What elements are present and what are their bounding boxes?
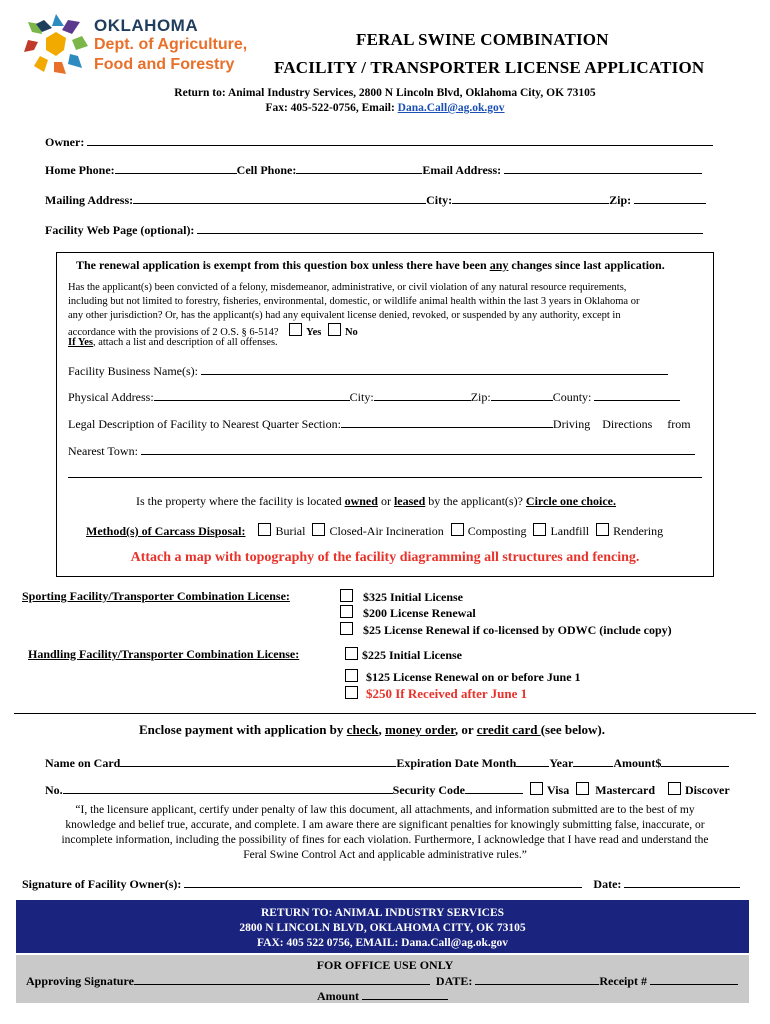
business-names-label: Facility Business Name(s): bbox=[68, 364, 198, 378]
map-notice: Attach a map with topography of the facility diagramming all structures and fencing. bbox=[130, 550, 640, 565]
heading-any: any bbox=[489, 258, 509, 272]
office-amount-field[interactable] bbox=[362, 988, 448, 1000]
title-line1: FERAL SWINE COMBINATION bbox=[356, 30, 609, 49]
handling-late-checkbox[interactable] bbox=[345, 686, 358, 699]
cell-phone-label: Cell Phone: bbox=[236, 163, 297, 177]
mailing-address-field[interactable] bbox=[133, 192, 426, 204]
security-code-field[interactable] bbox=[465, 782, 523, 794]
mastercard-label: Mastercard bbox=[595, 783, 655, 797]
exp-year-label: Year bbox=[549, 756, 574, 770]
payment-text: (see below). bbox=[540, 722, 605, 737]
if-yes-label: If Yes bbox=[68, 337, 93, 348]
certify-l2: knowledge and belief true, accurate, and complete. I am aware there are significant penalties for knowingly submitting false, inaccurate, or bbox=[65, 819, 705, 831]
nearest-town-label: Nearest Town: bbox=[68, 444, 138, 458]
legal-desc-field[interactable] bbox=[341, 416, 553, 428]
handling-opt3: $250 If Received after June 1 bbox=[366, 686, 528, 701]
sporting-opt2: $200 License Renewal bbox=[363, 606, 476, 620]
city-label: City: bbox=[426, 193, 453, 207]
security-code-label: Security Code bbox=[392, 783, 465, 797]
handling-opt1: $225 Initial License bbox=[362, 648, 463, 662]
sporting-opt1: $325 Initial License bbox=[363, 590, 464, 604]
disposal-option: Closed-Air Incineration bbox=[329, 524, 444, 538]
name-on-card-label: Name on Card bbox=[45, 756, 121, 770]
driving-word: Driving bbox=[552, 417, 591, 431]
logo-line1: Dept. of Agriculture, bbox=[94, 36, 248, 53]
approving-signature-label: Approving Signature bbox=[26, 974, 134, 988]
question-p2: including but not limited to forestry, fisheries, environmental, domestic, or wildlife animal health within the last 3 years in Oklahoma or bbox=[68, 296, 640, 307]
heading-part: changes since last application. bbox=[508, 258, 665, 272]
payment-text: , or bbox=[454, 722, 477, 737]
legal-desc-row bbox=[68, 416, 691, 432]
amount-field[interactable] bbox=[661, 755, 729, 767]
payment-text: Enclose payment with application by bbox=[139, 722, 347, 737]
owner-row bbox=[45, 134, 713, 150]
amount-label: Amount$ bbox=[613, 756, 662, 770]
question-p4: accordance with the provisions of 2 O.S. § 6-514? bbox=[68, 327, 279, 338]
payment-credit-card: credit card bbox=[476, 722, 541, 737]
approving-signature-field[interactable] bbox=[134, 973, 430, 985]
visa-checkbox[interactable] bbox=[530, 782, 543, 795]
handling-license-label: Handling Facility/Transporter Combination License: bbox=[28, 647, 300, 661]
handling-license-row bbox=[28, 647, 299, 662]
web-page-label: Facility Web Page (optional): bbox=[45, 223, 195, 237]
physical-city-label: City: bbox=[349, 390, 374, 404]
sporting-opt3: $25 License Renewal if co-licensed by ODWC (include copy) bbox=[363, 623, 672, 637]
question-p3: any other jurisdiction? Or, has the applicant(s) had any equivalent license denied, revoked, or suspended by any authority, except in bbox=[68, 310, 621, 321]
legal-desc-label: Legal Description of Facility to Nearest Quarter Section: bbox=[68, 417, 341, 431]
handling-renewal-checkbox[interactable] bbox=[345, 669, 358, 682]
signature-date-field[interactable] bbox=[624, 876, 740, 888]
handling-opt2-row bbox=[341, 669, 581, 685]
incineration-checkbox[interactable] bbox=[312, 523, 325, 536]
owned-question-text: by the applicant(s)? bbox=[425, 494, 526, 508]
exp-month-field[interactable] bbox=[516, 755, 549, 767]
leased-choice[interactable]: leased bbox=[393, 494, 426, 508]
nearest-town-field[interactable] bbox=[141, 443, 695, 455]
visa-label: Visa bbox=[547, 783, 570, 797]
owner-signature-field[interactable] bbox=[184, 876, 582, 888]
oklahoma-star-icon bbox=[22, 12, 90, 78]
card-number-row bbox=[45, 782, 730, 798]
phone-row bbox=[45, 162, 702, 178]
landfill-checkbox[interactable] bbox=[533, 523, 546, 536]
handling-opt2: $125 License Renewal on or before June 1 bbox=[366, 670, 581, 684]
return-to-line: Return to: Animal Industry Services, 2800 N Lincoln Blvd, Oklahoma City, OK 73105 bbox=[174, 87, 596, 99]
physical-address-row bbox=[68, 389, 680, 405]
owner-label: Owner: bbox=[45, 135, 85, 149]
business-names-field[interactable] bbox=[201, 363, 668, 375]
zip-field[interactable] bbox=[634, 192, 706, 204]
sporting-opt3-row bbox=[336, 622, 672, 638]
sporting-initial-checkbox[interactable] bbox=[340, 589, 353, 602]
signature-date-label: Date: bbox=[593, 877, 622, 891]
card-number-field[interactable] bbox=[63, 782, 393, 794]
from-word: from bbox=[667, 417, 691, 431]
office-date-field[interactable] bbox=[475, 973, 599, 985]
signature-row bbox=[22, 876, 740, 892]
or-text: or bbox=[377, 494, 394, 508]
exp-year-field[interactable] bbox=[573, 755, 613, 767]
burial-checkbox[interactable] bbox=[258, 523, 271, 536]
approving-row bbox=[26, 973, 738, 989]
disposal-option: Rendering bbox=[613, 524, 664, 538]
return-box-line3: FAX: 405 522 0756, EMAIL: Dana.Call@ag.ok.gov bbox=[256, 937, 509, 949]
disposal-option: Landfill bbox=[550, 524, 590, 538]
question-p4-row bbox=[68, 323, 358, 338]
handling-initial-checkbox[interactable] bbox=[345, 647, 358, 660]
email-link[interactable]: Dana.Call@ag.ok.gov bbox=[397, 102, 505, 114]
yes-label: Yes bbox=[306, 327, 322, 338]
logo bbox=[22, 12, 270, 80]
rendering-checkbox[interactable] bbox=[596, 523, 609, 536]
sporting-renewal-checkbox[interactable] bbox=[340, 605, 353, 618]
sporting-license-row bbox=[22, 589, 290, 604]
yes-checkbox[interactable] bbox=[289, 323, 302, 336]
cell-phone-field[interactable] bbox=[296, 162, 422, 174]
county-label: County: bbox=[552, 390, 592, 404]
web-row bbox=[45, 222, 703, 238]
sporting-odwc-checkbox[interactable] bbox=[340, 622, 353, 635]
title-line2: FACILITY / TRANSPORTER LICENSE APPLICATION bbox=[274, 58, 705, 77]
certify-l1: “I, the licensure applicant, certify under penalty of law this document, all attachments, and information submitted are to the best of my bbox=[75, 804, 695, 816]
composting-checkbox[interactable] bbox=[451, 523, 464, 536]
mailing-row bbox=[45, 192, 706, 208]
payment-text: , bbox=[378, 722, 385, 737]
owned-leased-row bbox=[136, 494, 616, 509]
name-on-card-field[interactable] bbox=[120, 755, 396, 767]
if-yes-row bbox=[68, 337, 278, 348]
logo-state: OKLAHOMA bbox=[94, 16, 199, 35]
office-amount-label: Amount bbox=[317, 989, 360, 1003]
sporting-opt1-row bbox=[336, 589, 463, 605]
email-address-field[interactable] bbox=[504, 162, 702, 174]
nearest-town-row bbox=[68, 443, 695, 459]
office-amount-row bbox=[317, 988, 448, 1004]
office-use-heading: FOR OFFICE USE ONLY bbox=[316, 958, 454, 972]
card-number-label: No. bbox=[45, 783, 63, 797]
handling-opt1-row bbox=[341, 647, 462, 663]
physical-city-field[interactable] bbox=[374, 389, 471, 401]
question-p1: Has the applicant(s) been convicted of a felony, misdemeanor, administrative, or civil violation of any natural resource requirements, bbox=[68, 282, 627, 293]
fax-text: Fax: 405-522-0756, Email: bbox=[265, 102, 398, 114]
certify-l4: Feral Swine Control Act and applicable administrative rules.” bbox=[243, 849, 527, 861]
certify-l3: incomplete information, including the possibility of fines for each violation. Furthermore, I acknowledge that I have read and understand the bbox=[61, 834, 709, 846]
disposal-row bbox=[86, 523, 663, 539]
directions-continued-field[interactable] bbox=[68, 466, 702, 478]
physical-address-field[interactable] bbox=[154, 389, 350, 401]
mailing-address-label: Mailing Address: bbox=[45, 193, 134, 207]
county-field[interactable] bbox=[594, 389, 680, 401]
fax-email-line bbox=[0, 102, 770, 114]
return-box-line2: 2800 N LINCOLN BLVD, OKLAHOMA CITY, OK 73105 bbox=[239, 922, 526, 934]
handling-opt3-row bbox=[341, 686, 527, 702]
heading-part: The renewal application is exempt from this question box unless there have been bbox=[76, 258, 490, 272]
physical-zip-field[interactable] bbox=[491, 389, 553, 401]
owner-signature-label: Signature of Facility Owner(s): bbox=[22, 877, 182, 891]
sporting-opt2-row bbox=[336, 605, 476, 621]
owned-choice[interactable]: owned bbox=[344, 494, 378, 508]
no-label: No bbox=[344, 327, 358, 338]
payment-heading bbox=[139, 722, 605, 738]
city-field[interactable] bbox=[452, 192, 609, 204]
exp-month-label: Expiration Date Month bbox=[396, 756, 517, 770]
directions-continued-row bbox=[68, 466, 702, 482]
if-yes-rest: , attach a list and description of all offenses. bbox=[92, 337, 278, 348]
card-name-row bbox=[45, 755, 729, 771]
receipt-label: Receipt # bbox=[599, 974, 648, 988]
zip-label: Zip: bbox=[609, 193, 632, 207]
disposal-option: Burial bbox=[275, 524, 306, 538]
discover-checkbox[interactable] bbox=[668, 782, 681, 795]
logo-line2: Food and Forestry bbox=[94, 56, 235, 73]
owned-question-text: Is the property where the facility is located bbox=[136, 494, 345, 508]
payment-money-order: money order bbox=[384, 722, 455, 737]
physical-address-label: Physical Address: bbox=[68, 390, 154, 404]
circle-one-instruction: Circle one choice. bbox=[525, 494, 617, 508]
directions-word: Directions bbox=[602, 417, 653, 431]
owner-field[interactable] bbox=[87, 134, 713, 146]
payment-divider bbox=[14, 713, 756, 714]
business-names-row bbox=[68, 363, 668, 379]
question-box-heading bbox=[76, 258, 665, 273]
home-phone-field[interactable] bbox=[115, 162, 237, 174]
sporting-license-label: Sporting Facility/Transporter Combination License: bbox=[22, 589, 290, 603]
physical-zip-label: Zip: bbox=[470, 390, 491, 404]
mastercard-checkbox[interactable] bbox=[576, 782, 589, 795]
office-date-label: DATE: bbox=[435, 974, 473, 988]
disposal-label: Method(s) of Carcass Disposal: bbox=[86, 524, 246, 538]
return-box bbox=[16, 900, 749, 953]
receipt-field[interactable] bbox=[650, 973, 738, 985]
discover-label: Discover bbox=[685, 783, 730, 797]
no-checkbox[interactable] bbox=[328, 323, 341, 336]
disposal-option: Composting bbox=[467, 524, 527, 538]
return-box-line1: RETURN TO: ANIMAL INDUSTRY SERVICES bbox=[260, 907, 505, 919]
payment-check: check bbox=[346, 722, 379, 737]
email-address-label: Email Address: bbox=[422, 163, 502, 177]
home-phone-label: Home Phone: bbox=[45, 163, 115, 177]
web-page-field[interactable] bbox=[197, 222, 703, 234]
